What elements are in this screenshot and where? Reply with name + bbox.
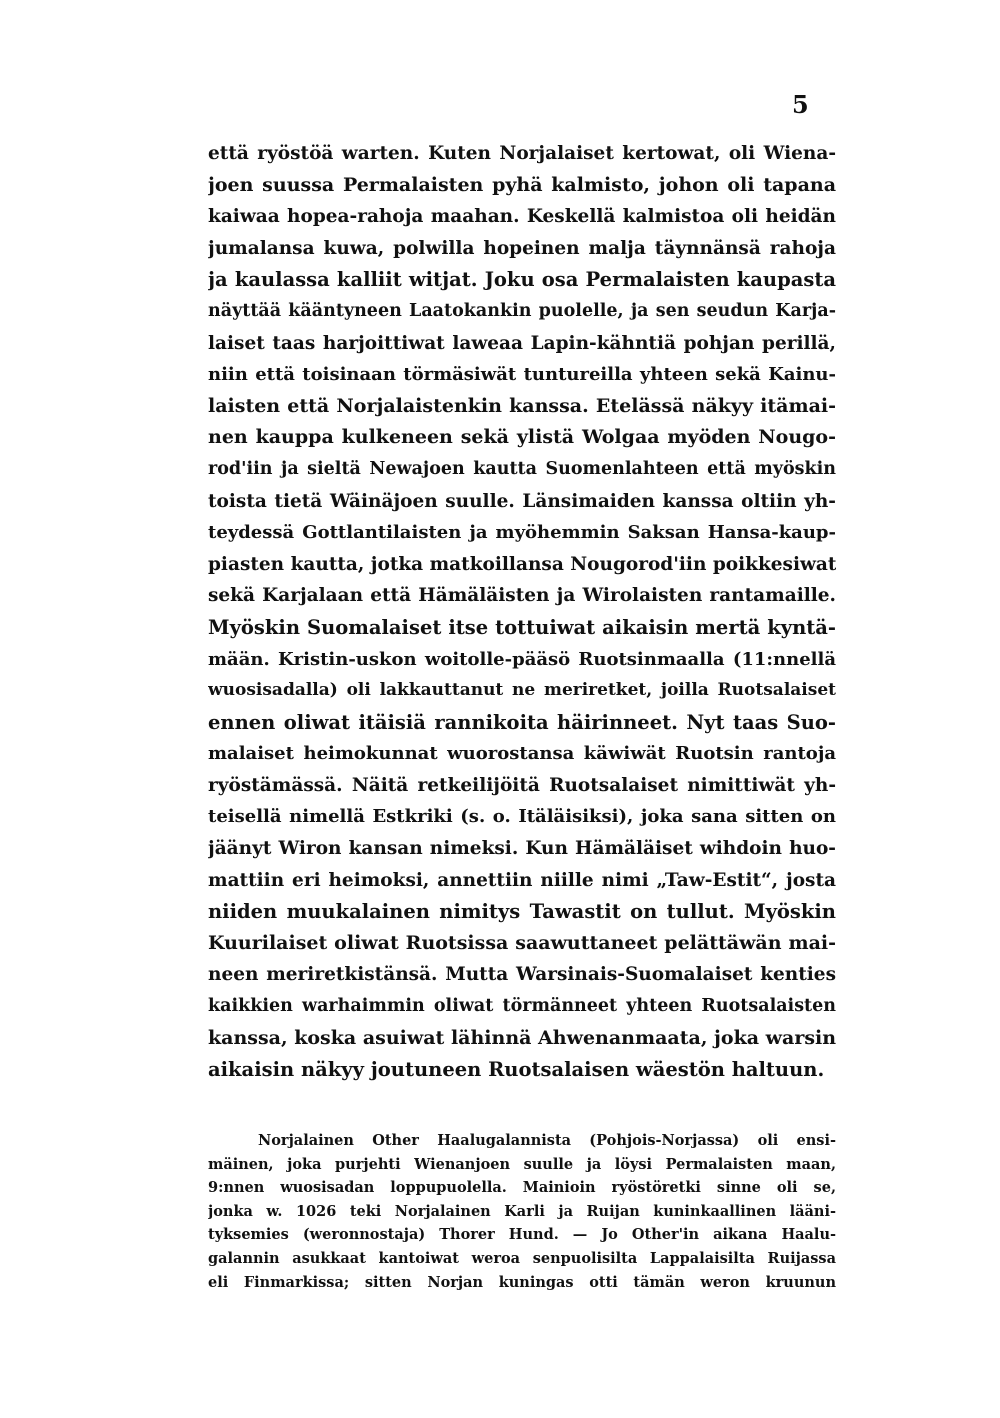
text-line: näyttää kääntyneen Laatokankin puolelle, ja sen seudun Karja- [208, 300, 836, 321]
text-line: mään. Kristin-uskon woitolle-pääsö Ruotsinmaalla (11:nnellä [208, 648, 836, 670]
text-line: laisten että Norjalaistenkin kanssa. Etelässä näkyy itämai- [208, 394, 836, 417]
text-line: wuosisadalla) oli lakkauttanut ne meriretket, joilla Ruotsalaiset [208, 680, 836, 701]
footnote-line: 9:nnen wuosisadan loppupuolella. Mainioin ryöstöretki sinne oli se, [208, 1179, 836, 1197]
text-line: mattiin eri heimoksi, annettiin niille nimi „Taw-Estit“, josta [208, 869, 836, 891]
text-line: teydessä Gottlantilaisten ja myöhemmin Saksan Hansa-kaup- [208, 522, 836, 544]
footnote-line: Norjalainen Other Haalugalannista (Pohjois-Norjassa) oli ensi- [258, 1132, 836, 1149]
text-line: joen suussa Permalaisten pyhä kalmisto, johon oli tapana [208, 173, 836, 196]
text-line: ennen oliwat itäisiä rannikoita häirinneet. Nyt taas Suo- [208, 710, 836, 734]
footnote-line: jonka w. 1026 teki Norjalainen Karli ja Ruijan kuninkaallinen lääni- [208, 1202, 836, 1220]
text-line: aikaisin näkyy joutuneen Ruotsalaisen wäestön haltuun. [208, 1058, 825, 1082]
text-line: kanssa, koska asuiwat lähinnä Ahwenanmaata, joka warsin [208, 1026, 836, 1049]
text-line: teisellä nimellä Estkriki (s. o. Itäläisiksi), joka sana sitten on [208, 806, 836, 828]
text-line: niin että toisinaan törmäsiwät tuntureilla yhteen sekä Kainu- [208, 364, 836, 386]
text-line: piasten kautta, jotka matkoillansa Nougorod'iin poikkesiwat [208, 553, 836, 575]
text-line: jumalansa kuwa, polwilla hopeinen malja täynnänsä rahoja [208, 237, 836, 259]
footnote-line: tyksemies (weronnostaja) Thorer Hund. — Jo Other'in aikana Haalu- [208, 1226, 836, 1244]
footnote-line: eli Finmarkissa; sitten Norjan kuningas otti tämän weron kruunun [208, 1273, 836, 1291]
text-line: sekä Karjalaan että Hämäläisten ja Wirolaisten rantamaille. [208, 585, 836, 607]
text-line: Kuurilaiset oliwat Ruotsissa saawuttaneet pelättäwän mai- [208, 931, 836, 954]
text-line: ryöstämässä. Näitä retkeilijöitä Ruotsalaiset nimittiwät yh- [208, 774, 836, 796]
text-line: kaikkien warhaimmin oliwat törmänneet yhteen Ruotsalaisten [208, 996, 836, 1017]
page-number: 5 [792, 90, 809, 119]
text-line: laiset taas harjoittiwat laweaa Lapin-kähntiä pohjan perillä, [208, 332, 836, 354]
text-line: Myöskin Suomalaiset itse tottuiwat aikaisin mertä kyntä- [208, 615, 836, 639]
text-line: toista tietä Wäinäjoen suulle. Länsimaiden kanssa oltiin yh- [208, 490, 836, 512]
text-line: jäänyt Wiron kansan nimeksi. Kun Hämäläiset wihdoin huo- [208, 838, 836, 860]
text-line: ja kaulassa kalliit witjat. Joku osa Permalaisten kaupasta [208, 268, 836, 292]
text-line: nen kauppa kulkeneen sekä ylistä Wolgaa myöden Nougo- [208, 426, 836, 449]
text-line: rod'iin ja sieltä Newajoen kautta Suomenlahteen että myöskin [208, 458, 836, 479]
text-line: että ryöstöä warten. Kuten Norjalaiset kertowat, oli Wiena- [208, 143, 836, 164]
main-text [208, 138, 836, 1086]
footnote [208, 1129, 836, 1294]
text-line: kaiwaa hopea-rahoja maahan. Keskellä kalmistoa oli heidän [208, 206, 836, 228]
footnote-line: mäinen, joka purjehti Wienanjoen suulle ja löysi Permalaisten maan, [208, 1155, 836, 1173]
footnote-line: galannin asukkaat kantoiwat weroa senpuolisilta Lappalaisilta Ruijassa [208, 1249, 836, 1267]
text-line: niiden muukalainen nimitys Tawastit on tullut. Myöskin [208, 900, 836, 924]
text-line: neen meriretkistänsä. Mutta Warsinais-Suomalaiset kenties [208, 964, 836, 986]
text-line: malaiset heimokunnat wuorostansa käwiwät Ruotsin rantoja [208, 743, 836, 765]
